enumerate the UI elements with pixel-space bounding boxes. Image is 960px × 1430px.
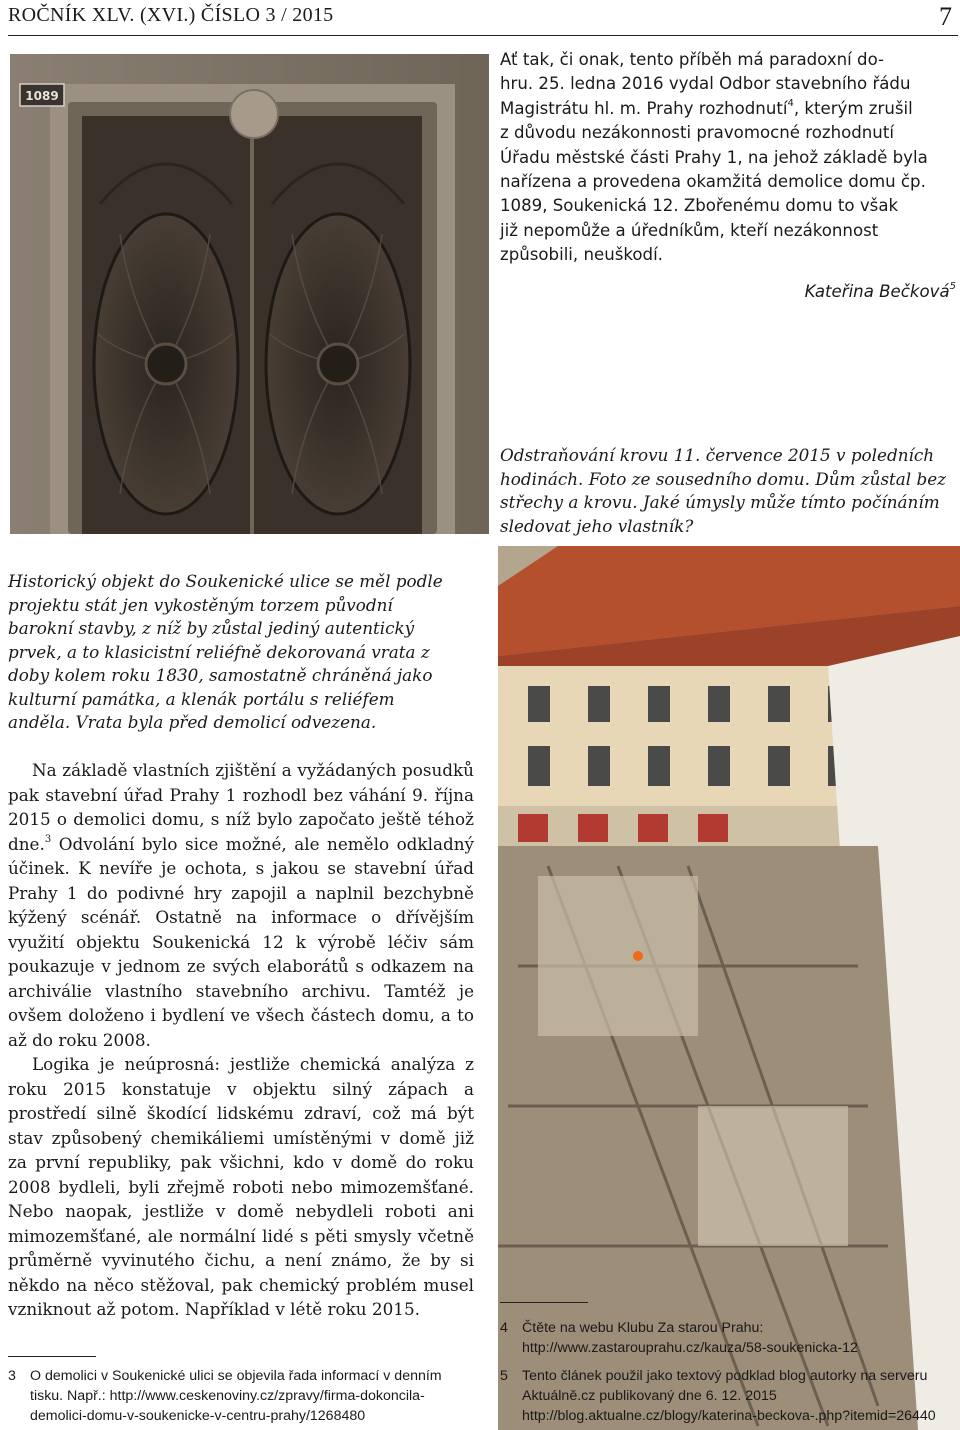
text-line: hru. 25. ledna 2016 vydal Odbor stavebního řádu [500,74,911,94]
body-paragraph-1 [8,758,474,1052]
author-signature [500,282,956,301]
text-line: Magistrátu hl. m. Prahy rozhodnutí [500,98,788,118]
footnote-number: 4 [500,1320,508,1336]
demolition-photo-image [498,546,960,1430]
door-number-plaque: 1089 [25,89,59,103]
text-line: již nepomůže a úředníkům, kteří nezákonnost [500,220,879,240]
footnote-ref-4[interactable]: 4 [787,98,794,110]
caption-site-photo [500,444,950,538]
caption-door-photo [8,570,458,735]
closing-paragraph [500,48,956,301]
issue-label: ROČNÍK XLV. (XVI.) ČÍSLO 3 / 2015 [8,4,334,26]
text-line: Úřadu městské části Prahy 1, na jehož základě byla [500,147,928,167]
text-line: způsobili, neuškodí. [500,245,663,265]
article-body [8,758,474,1322]
footnote-4 [500,1318,950,1358]
footnote-number: 5 [500,1368,508,1384]
text-line: nařízena a provedena okamžitá demolice domu čp. [500,172,926,192]
author-name: Kateřina Bečková [804,281,950,301]
text-line: z důvodu nezákonnosti pravomocné rozhodnutí [500,123,894,143]
footnote-text[interactable]: O demolici v Soukenické ulici se objevila řada informací v denním tisku. Např.: http://www.ceskenoviny.cz/zpravy/firma-dokoncila-demolici-domu-v-soukenicke-v-centru-prahy/1268480 [30,1368,442,1424]
footnote-text[interactable]: Tento článek použil jako textový podklad blog autorky na serveru Aktuálně.cz publikovaný dne 6. 12. 2015 http://blog.aktualne.cz/blogy/katerina-beckova-.php?itemid=26440 [522,1368,936,1424]
text-run: Odvolání bylo sice možné, ale nemělo odkladný účinek. K nevíře je ochota, s jakou se stavební úřad Prahy 1 do podivné hry zapojil a naplnil bezchybně kýžený scénář. Ostatně na informace o dřívějším využití objektu Soukenická 12 k výrobě léčiv sám poukazuje v jednom ze svých elaborátů s odkazem na archiválie vlastního stavebního archivu. Tamtéž je ovšem doloženo i bydlení ve všech částech domu, a to až do roku 2008. [8,833,474,1050]
caption-text: Historický objekt do Soukenické ulice se měl podle projektu stát jen vykostěným torzem původní barokní stavby, z níž by zůstal jediný autentický prvek, a to klasicistní reliéfně dekorovaná vrata z doby kolem roku 1830, samostatně chráněná jako kulturní památka, a klenák portálu s reliéfem anděla. Vrata byla před demolicí odvezena. [8,571,443,732]
text-run: Na základě vlastních zjištění a vyžádaných posudků pak stavební úřad Prahy 1 rozhodl bez váhání 9. října 2015 o demolici domu, s níž bylo započato ještě téhož dne. [8,760,474,854]
header-rule [8,35,958,36]
footnote-rule-right [500,1302,588,1303]
footnote-ref-5[interactable]: 5 [949,281,956,293]
body-paragraph-2: Logika je neúprosná: jestliže chemická analýza z roku 2015 konstatuje v objektu silný zápach a prostředí silně škodící lidskému zdraví, což má být stav způsobený chemikáliemi umístěnými v domě již za první republiky, pak všichni, kdo v domě do roku 2008 bydleli, byli zřejmě roboti nebo mimozemšťané. Nebo naopak, jestliže v domě nebydleli roboti ani mimozemšťané, ale normální lidé s pěti smysly včetně průměrně vyvinutého čichu, a není známo, že by si někdo na něco stěžoval, pak chemický problém musel vzniknout až potom. Například v létě roku 2015. [8,1054,474,1319]
door-photo [10,54,489,534]
footnote-text[interactable]: Čtěte na webu Klubu Za starou Prahu: http://www.zastarouprahu.cz/kauza/58-soukenicka-12 [522,1320,858,1356]
page-header [8,0,958,36]
footnote-3 [8,1366,466,1426]
footnote-5 [500,1366,950,1426]
door-photo-image [10,54,489,534]
caption-text: Odstraňování krovu 11. července 2015 v poledních hodinách. Foto ze sousedního domu. Dům zůstal bez střechy a krovu. Jaké úmysly může tímto počínáním sledovat jeho vlastník? [500,445,947,536]
page-number: 7 [939,2,952,31]
footnote-number: 3 [8,1368,16,1384]
text-line: 1089, Soukenická 12. Zbořenému domu to však [500,196,899,216]
footnote-ref-3[interactable]: 3 [44,833,52,845]
footnote-rule-left [8,1356,96,1357]
demolition-photo [498,546,960,1430]
text-line: Ať tak, či onak, tento příběh má paradoxní do- [500,50,885,69]
text-line: , kterým zrušil [793,98,913,118]
